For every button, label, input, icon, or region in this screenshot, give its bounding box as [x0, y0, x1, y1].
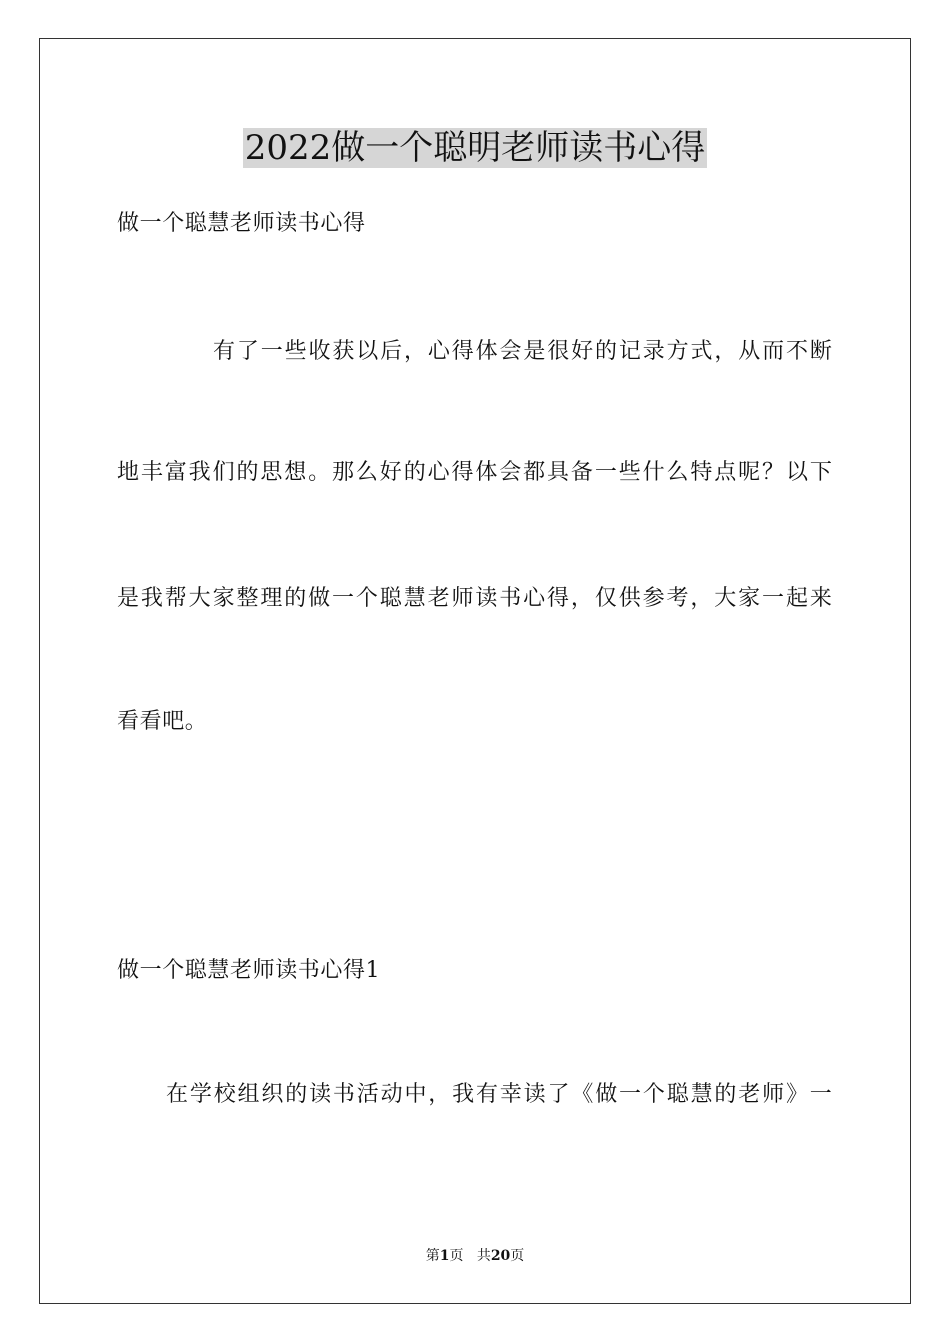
text-glyph: 大: [188, 586, 211, 611]
text-glyph: 而: [762, 339, 785, 364]
text-glyph: 的: [284, 586, 307, 611]
text-glyph: 理: [260, 586, 283, 611]
text-glyph: 我: [188, 460, 211, 485]
text-glyph: 来: [809, 586, 832, 611]
text-glyph: 师: [762, 1082, 785, 1107]
total-prefix: 共: [476, 1248, 491, 1264]
text-glyph: 丰: [140, 460, 163, 485]
document-title-text: 2022做一个聪明老师读书心得: [244, 128, 706, 168]
text-glyph: 么: [666, 460, 689, 485]
text-glyph: ，: [404, 339, 427, 364]
text-glyph: ，: [690, 586, 713, 611]
text-glyph: 得: [451, 460, 474, 485]
text-glyph: 的: [595, 339, 618, 364]
text-glyph: 体: [475, 339, 498, 364]
text-glyph: 收: [308, 339, 331, 364]
text-glyph: ？: [762, 460, 785, 485]
text-glyph: 在: [166, 1082, 189, 1107]
text-glyph: 后: [380, 339, 403, 364]
text-glyph: 书: [499, 586, 522, 611]
text-glyph: 的: [403, 460, 426, 485]
text-glyph: 什: [642, 460, 665, 485]
text-glyph: ，: [428, 1082, 451, 1107]
text-glyph: 以: [785, 460, 808, 485]
text-glyph: 很: [547, 339, 570, 364]
page-number: 1: [439, 1248, 450, 1264]
text-glyph: 做: [595, 1082, 618, 1107]
text-glyph: 好: [571, 339, 594, 364]
text-glyph: 下: [809, 460, 832, 485]
text-glyph: 个: [355, 586, 378, 611]
text-glyph: 从: [738, 339, 761, 364]
text-glyph: 读: [523, 1082, 546, 1107]
text-glyph: 老: [738, 1082, 761, 1107]
intro-paragraph-line: [213, 337, 832, 367]
text-glyph: 心: [427, 460, 450, 485]
text-glyph: 供: [618, 586, 641, 611]
text-glyph: 活: [356, 1082, 379, 1107]
text-glyph: 的: [285, 1082, 308, 1107]
text-glyph: 断: [809, 339, 832, 364]
page-total: 20: [490, 1248, 511, 1264]
text-glyph: 起: [785, 586, 808, 611]
text-glyph: 家: [212, 586, 235, 611]
text-glyph: 方: [666, 339, 689, 364]
text-glyph: 考: [666, 586, 689, 611]
text-glyph: 整: [236, 586, 259, 611]
total-suffix: 页: [510, 1248, 525, 1264]
text-glyph: 。: [308, 460, 331, 485]
text-glyph: 么: [355, 460, 378, 485]
text-glyph: 特: [690, 460, 713, 485]
text-glyph: 具: [547, 460, 570, 485]
text-glyph: 都: [523, 460, 546, 485]
text-glyph: 校: [213, 1082, 236, 1107]
text-glyph: 了: [236, 339, 259, 364]
text-glyph: 做: [308, 586, 331, 611]
text-glyph: 师: [451, 586, 474, 611]
text-glyph: 不: [786, 339, 809, 364]
text-glyph: 心: [523, 586, 546, 611]
intro-paragraph-line: [117, 584, 832, 614]
text-glyph: 会: [499, 339, 522, 364]
document-title: [0, 126, 950, 170]
text-glyph: ，: [570, 586, 593, 611]
text-glyph: 帮: [164, 586, 187, 611]
page-prefix: 第: [425, 1248, 440, 1264]
text-glyph: 读: [475, 586, 498, 611]
text-glyph: 思: [260, 460, 283, 485]
text-glyph: 想: [284, 460, 307, 485]
text-glyph: 了: [547, 1082, 570, 1107]
text-glyph: 获: [332, 339, 355, 364]
text-glyph: 一: [762, 586, 785, 611]
text-glyph: 的: [714, 1082, 737, 1107]
text-glyph: 那: [332, 460, 355, 485]
text-glyph: 我: [452, 1082, 475, 1107]
text-glyph: 组: [237, 1082, 260, 1107]
text-glyph: 学: [189, 1082, 212, 1107]
text-glyph: 些: [284, 339, 307, 364]
text-glyph: 聪: [666, 1082, 689, 1107]
text-glyph: 些: [618, 460, 641, 485]
text-glyph: 好: [379, 460, 402, 485]
text-glyph: 们: [212, 460, 235, 485]
text-glyph: 中: [404, 1082, 427, 1107]
text-glyph: 有: [475, 1082, 498, 1107]
intro-paragraph-line: [117, 458, 832, 488]
text-glyph: 以: [356, 339, 379, 364]
text-glyph: 慧: [403, 586, 426, 611]
text-glyph: 会: [499, 460, 522, 485]
text-glyph: ，: [714, 339, 737, 364]
text-glyph: 我: [140, 586, 163, 611]
section-paragraph-line: [166, 1080, 832, 1110]
text-glyph: 是: [117, 586, 140, 611]
text-glyph: 家: [738, 586, 761, 611]
text-glyph: 一: [332, 586, 355, 611]
text-glyph: 得: [547, 586, 570, 611]
text-glyph: 大: [714, 586, 737, 611]
text-glyph: 一: [809, 1082, 832, 1107]
text-glyph: 老: [427, 586, 450, 611]
text-glyph: 的: [236, 460, 259, 485]
text-glyph: 心: [427, 339, 450, 364]
text-glyph: 一: [594, 460, 617, 485]
text-glyph: 记: [618, 339, 641, 364]
text-glyph: 富: [164, 460, 187, 485]
text-glyph: 一: [619, 1082, 642, 1107]
text-glyph: 得: [451, 339, 474, 364]
document-subtitle: 做一个聪慧老师读书心得: [117, 211, 366, 236]
text-glyph: 》: [785, 1082, 808, 1107]
text-glyph: 读: [309, 1082, 332, 1107]
text-glyph: 织: [261, 1082, 284, 1107]
text-glyph: 体: [475, 460, 498, 485]
section-heading: 做一个聪慧老师读书心得1: [117, 958, 381, 983]
text-glyph: 备: [570, 460, 593, 485]
text-glyph: 录: [642, 339, 665, 364]
text-glyph: 有: [213, 339, 236, 364]
text-glyph: 聪: [379, 586, 402, 611]
text-glyph: 呢: [738, 460, 761, 485]
text-glyph: 动: [380, 1082, 403, 1107]
text-glyph: 个: [642, 1082, 665, 1107]
text-glyph: 幸: [499, 1082, 522, 1107]
text-glyph: 参: [642, 586, 665, 611]
text-glyph: 地: [117, 460, 140, 485]
text-glyph: 点: [714, 460, 737, 485]
text-glyph: 慧: [690, 1082, 713, 1107]
text-glyph: 一: [260, 339, 283, 364]
page-footer: [0, 1247, 950, 1265]
page-suffix: 页: [449, 1248, 464, 1264]
intro-paragraph-line: 看看吧。: [117, 709, 208, 734]
text-glyph: 仅: [594, 586, 617, 611]
text-glyph: 书: [332, 1082, 355, 1107]
text-glyph: 式: [690, 339, 713, 364]
text-glyph: 《: [571, 1082, 594, 1107]
text-glyph: 是: [523, 339, 546, 364]
